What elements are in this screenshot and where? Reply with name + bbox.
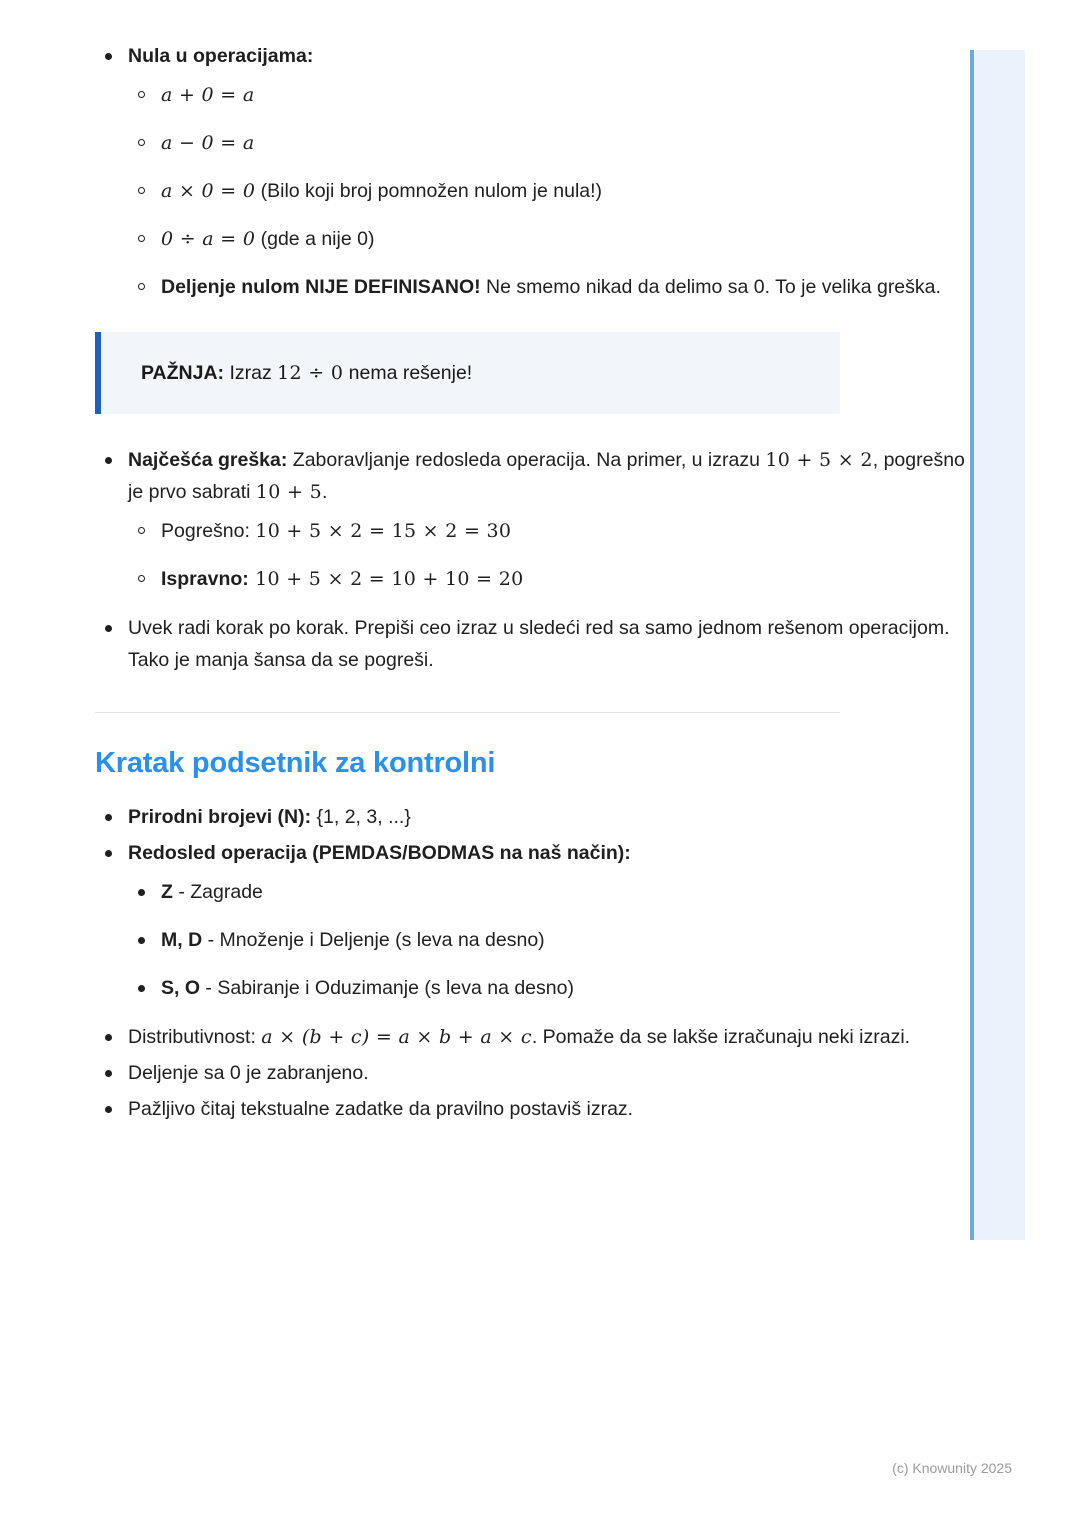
step-advice-text: Uvek radi korak po korak. Prepiši ceo izraz u sledeći red sa samo jednom rešenom operacijom. Tako je manja šansa da se pogreši. [128, 617, 950, 671]
order-of-operations-label: Redosled operacija (PEMDAS/BODMAS na naš način): [128, 842, 631, 864]
natural-numbers-item [95, 801, 985, 833]
list-item [128, 877, 985, 907]
order-of-operations-item [95, 837, 985, 1003]
section-divider [95, 712, 840, 713]
callout-label: PAŽNJA: [141, 362, 225, 384]
copyright-footer: (c) Knowunity 2025 [892, 1460, 1012, 1476]
math-expression: a + 0 = a [161, 84, 255, 106]
zero-division-text: Deljenje sa 0 je zabranjeno. [128, 1062, 369, 1084]
math-expression: a − 0 = a [161, 132, 255, 154]
list-item [128, 973, 985, 1003]
list-item-warning [128, 272, 985, 302]
step-advice-item [95, 612, 985, 676]
list-item-correct [128, 564, 985, 594]
math-note: (gde a nije 0) [255, 228, 375, 250]
attention-callout [95, 332, 840, 414]
section-title: Kratak podsetnik za kontrolni [95, 747, 496, 779]
distributivity-text: . Pomaže da se lakše izračunaju neki izrazi. [531, 1026, 911, 1048]
common-mistake-text-2: , pogrešno je prvo sabrati [128, 449, 965, 503]
order-key: M, D [161, 929, 203, 951]
list-item [128, 224, 985, 254]
math-expression: 0 ÷ a = 0 [161, 228, 256, 250]
distributivity-item [95, 1021, 985, 1053]
wrong-label: Pogrešno: [161, 520, 256, 542]
natural-numbers-label: Prirodni brojevi (N): [128, 806, 312, 828]
order-key: Z [161, 881, 173, 903]
mistake-examples-list [128, 516, 985, 594]
list-item [128, 128, 985, 158]
common-mistake-text-3: . [321, 481, 328, 503]
distributivity-label: Distributivnost: [128, 1026, 262, 1048]
order-key: S, O [161, 977, 201, 999]
zero-division-item [95, 1057, 985, 1089]
list-item-wrong [128, 516, 985, 546]
callout-text-before: Izraz [224, 362, 278, 384]
math-note: (Bilo koji broj pomnožen nulom je nula!) [255, 180, 603, 202]
list-item [128, 80, 985, 110]
zero-operations-heading: Nula u operacijama: [128, 45, 314, 67]
common-mistake-text: Zaboravljanje redosleda operacija. Na primer, u izrazu [287, 449, 766, 471]
order-text: - Sabiranje i Oduzimanje (s leva na desno) [200, 977, 574, 999]
list-item [128, 925, 985, 955]
zero-operations-item [95, 40, 985, 302]
order-text: - Zagrade [172, 881, 263, 903]
common-mistake-label: Najčešća greška: [128, 449, 288, 471]
callout-text-after: nema rešenje! [343, 362, 473, 384]
wrong-math: 10 + 5 × 2 = 15 × 2 = 30 [255, 520, 512, 542]
distributivity-math: a × (b + c) = a × b + a × c [261, 1026, 532, 1048]
common-mistake-math-1: 10 + 5 × 2 [765, 449, 873, 471]
division-by-zero-text: Ne smemo nikad da delimo sa 0. To je velika greška. [480, 276, 941, 298]
natural-numbers-value: {1, 2, 3, ...} [311, 806, 411, 828]
common-mistake-list [95, 444, 985, 676]
correct-label: Ispravno: [161, 568, 249, 590]
zero-operations-sublist [128, 80, 985, 302]
callout-math: 12 ÷ 0 [277, 362, 344, 384]
reminder-list [95, 801, 985, 1125]
division-by-zero-label: Deljenje nulom NIJE DEFINISANO! [161, 276, 481, 298]
list-item [128, 176, 985, 206]
read-carefully-item [95, 1093, 985, 1125]
common-mistake-math-2: 10 + 5 [255, 481, 322, 503]
read-carefully-text: Pažljivo čitaj tekstualne zadatke da pravilno postaviš izraz. [128, 1098, 634, 1120]
order-text: - Množenje i Deljenje (s leva na desno) [202, 929, 545, 951]
correct-math: 10 + 5 × 2 = 10 + 10 = 20 [248, 568, 524, 590]
common-mistake-item [95, 444, 985, 594]
zero-operations-list [95, 40, 985, 302]
math-expression: a × 0 = 0 [161, 180, 256, 202]
order-of-operations-sublist [128, 877, 985, 1003]
